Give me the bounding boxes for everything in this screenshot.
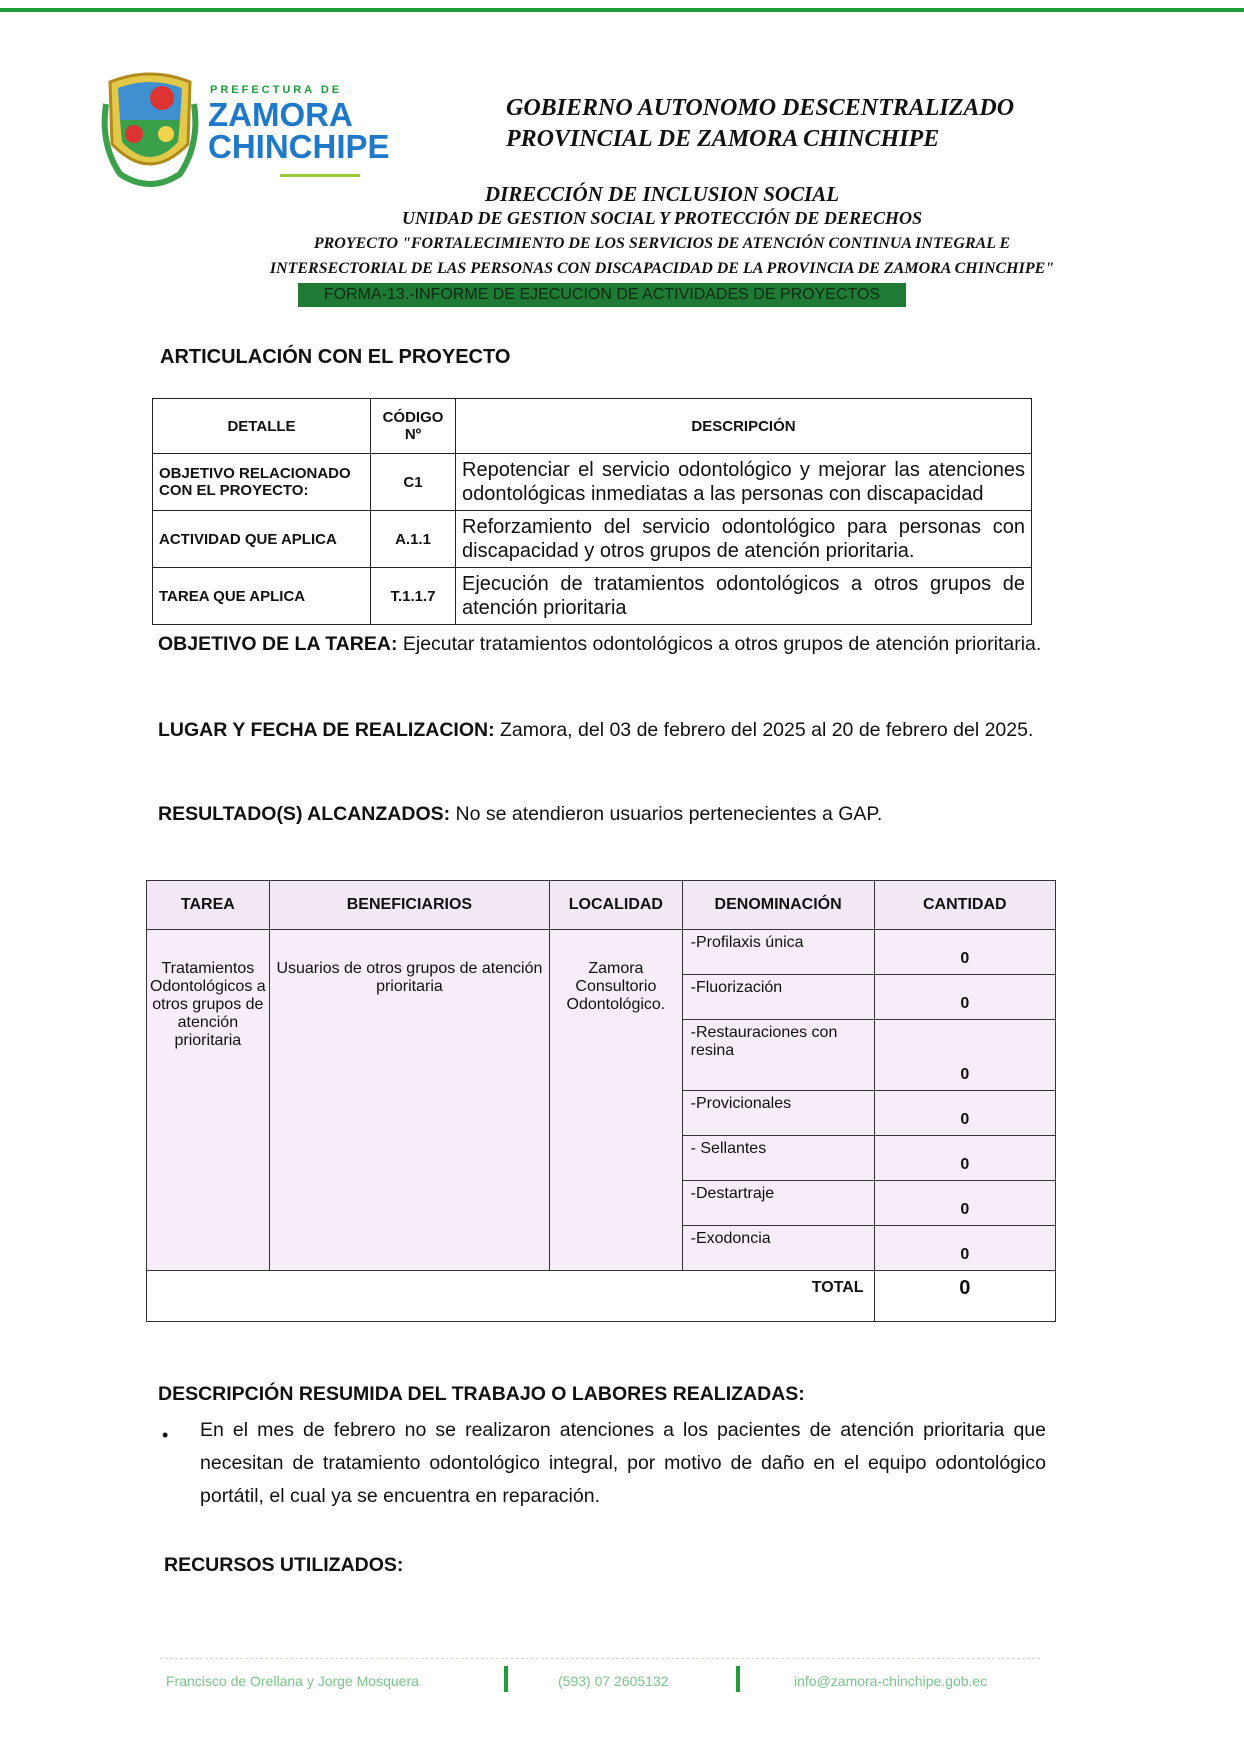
row-descripcion: Reforzamiento del servicio odontológico para personas con discapacidad y otros grupos de atención prioritaria. xyxy=(456,511,1032,568)
row-descripcion: Repotenciar el servicio odontológico y mejorar las atenciones odontológicas inmediatas a las personas con discapacidad xyxy=(456,454,1032,511)
gov-title-line-1: GOBIERNO AUTONOMO DESCENTRALIZADO xyxy=(506,95,1015,121)
denominacion-cell: -Destartraje xyxy=(682,1181,874,1226)
total-row xyxy=(147,1271,1056,1322)
header-beneficiarios: BENEFICIARIOS xyxy=(269,881,549,930)
resultados-text: No se atendieron usuarios pertenecientes a GAP. xyxy=(455,803,883,825)
articulacion-table xyxy=(152,398,1032,625)
proyecto-line-2: INTERSECTORIAL DE LAS PERSONAS CON DISCAPACIDAD DE LA PROVINCIA DE ZAMORA CHINCHIPE" xyxy=(269,260,1055,277)
header-localidad: LOCALIDAD xyxy=(550,881,682,930)
localidad-cell: Zamora Consultorio Odontológico. xyxy=(550,930,682,1271)
total-label: TOTAL xyxy=(147,1271,875,1322)
resultados-label: RESULTADO(S) ALCANZADOS xyxy=(158,803,444,825)
header-codigo: CÓDIGO Nº xyxy=(371,399,456,454)
descripcion-title: DESCRIPCIÓN RESUMIDA DEL TRABAJO O LABORES REALIZADAS: xyxy=(158,1383,805,1405)
footer-divider xyxy=(160,1658,1040,1660)
unidad-title: UNIDAD DE GESTION SOCIAL Y PROTECCIÓN DE DERECHOS xyxy=(402,208,922,228)
objetivo-label: OBJETIVO DE LA TAREA xyxy=(158,633,391,655)
logo-small-text: PREFECTURA DE xyxy=(210,84,343,96)
logo-line-2: CHINCHIPE xyxy=(208,128,390,165)
total-value: 0 xyxy=(874,1271,1055,1322)
bullet-icon: • xyxy=(162,1425,169,1445)
direccion-title: DIRECCIÓN DE INCLUSION SOCIAL xyxy=(484,182,840,206)
footer-separator xyxy=(504,1666,508,1692)
logo-underline xyxy=(280,174,360,177)
table-row xyxy=(153,454,1032,511)
articulacion-title: ARTICULACIÓN CON EL PROYECTO xyxy=(160,346,511,368)
header-denominacion: DENOMINACIÓN xyxy=(682,881,874,930)
header-cantidad: CANTIDAD xyxy=(874,881,1055,930)
denominacion-cell: - Sellantes xyxy=(682,1136,874,1181)
cantidad-cell: 0 xyxy=(874,930,1055,975)
table-header-row xyxy=(147,881,1056,930)
cantidad-cell: 0 xyxy=(874,1020,1055,1091)
lugar-label: LUGAR Y FECHA DE REALIZACION xyxy=(158,719,489,741)
table-row xyxy=(147,930,1056,975)
footer-phone: (593) 07 2605132 xyxy=(558,1673,669,1689)
gov-title xyxy=(506,93,1014,155)
table-header-row xyxy=(153,399,1032,454)
objetivo-text: Ejecutar tratamientos odontológicos a otros grupos de atención prioritaria. xyxy=(402,633,1042,655)
coat-of-arms-icon xyxy=(100,64,200,199)
cantidad-cell: 0 xyxy=(874,1136,1055,1181)
cantidad-cell: 0 xyxy=(874,975,1055,1020)
row-descripcion: Ejecución de tratamientos odontológicos a otros grupos de atención prioritaria xyxy=(456,568,1032,625)
denominacion-cell: -Provicionales xyxy=(682,1091,874,1136)
row-detalle: OBJETIVO RELACIONADO CON EL PROYECTO: xyxy=(153,454,371,511)
tarea-cell: Tratamientos Odontológicos a otros grupos de atención prioritaria xyxy=(147,930,270,1271)
row-codigo: A.1.1 xyxy=(371,511,456,568)
resultados-paragraph: RESULTADO(S) ALCANZADOS: No se atendieron usuarios pertenecientes a GAP. xyxy=(158,803,883,825)
denominacion-cell: -Fluorización xyxy=(682,975,874,1020)
cantidad-cell: 0 xyxy=(874,1226,1055,1271)
top-green-rule xyxy=(0,8,1244,12)
objetivo-paragraph: OBJETIVO DE LA TAREA: Ejecutar tratamientos odontológicos a otros grupos de atención prioritaria. xyxy=(158,633,1042,655)
footer-address: Francisco de Orellana y Jorge Mosquera xyxy=(166,1673,419,1689)
proyecto-title xyxy=(140,231,1184,281)
cantidad-cell: 0 xyxy=(874,1091,1055,1136)
recursos-title: RECURSOS UTILIZADOS: xyxy=(164,1554,404,1576)
footer-separator xyxy=(736,1666,740,1692)
lugar-text: Zamora, del 03 de febrero del 2025 al 20 de febrero del 2025. xyxy=(500,719,1034,741)
row-detalle: ACTIVIDAD QUE APLICA xyxy=(153,511,371,568)
proyecto-line-1: PROYECTO "FORTALECIMIENTO DE LOS SERVICIOS DE ATENCIÓN CONTINUA INTEGRAL E xyxy=(313,235,1011,252)
header-descripcion: DESCRIPCIÓN xyxy=(456,399,1032,454)
resultados-table xyxy=(146,880,1056,1322)
table-row xyxy=(153,568,1032,625)
header-tarea: TAREA xyxy=(147,881,270,930)
cantidad-cell: 0 xyxy=(874,1181,1055,1226)
header-detalle: DETALLE xyxy=(153,399,371,454)
descripcion-text: En el mes de febrero no se realizaron atenciones a los pacientes de atención prioritaria que necesitan de tratamiento odontológico integral, por motivo de daño en el equipo odontológico portátil, el cual ya se encuentra en reparación. xyxy=(200,1419,1046,1507)
denominacion-cell: -Restauraciones con resina xyxy=(682,1020,874,1091)
denominacion-cell: -Profilaxis única xyxy=(682,930,874,975)
prefectura-logo xyxy=(100,64,390,199)
beneficiarios-cell: Usuarios de otros grupos de atención prioritaria xyxy=(269,930,549,1271)
row-codigo: C1 xyxy=(371,454,456,511)
row-detalle: TAREA QUE APLICA xyxy=(153,568,371,625)
gov-title-line-2: PROVINCIAL DE ZAMORA CHINCHIPE xyxy=(506,126,940,152)
table-row xyxy=(153,511,1032,568)
forma-banner: FORMA-13.-INFORME DE EJECUCION DE ACTIVIDADES DE PROYECTOS xyxy=(298,283,906,307)
lugar-paragraph: LUGAR Y FECHA DE REALIZACION: Zamora, del 03 de febrero del 2025 al 20 de febrero del 2025. xyxy=(158,719,1034,741)
logo-line-1: ZAMORA xyxy=(208,96,353,133)
denominacion-cell: -Exodoncia xyxy=(682,1226,874,1271)
footer-email: info@zamora-chinchipe.gob.ec xyxy=(794,1673,988,1689)
row-codigo: T.1.1.7 xyxy=(371,568,456,625)
